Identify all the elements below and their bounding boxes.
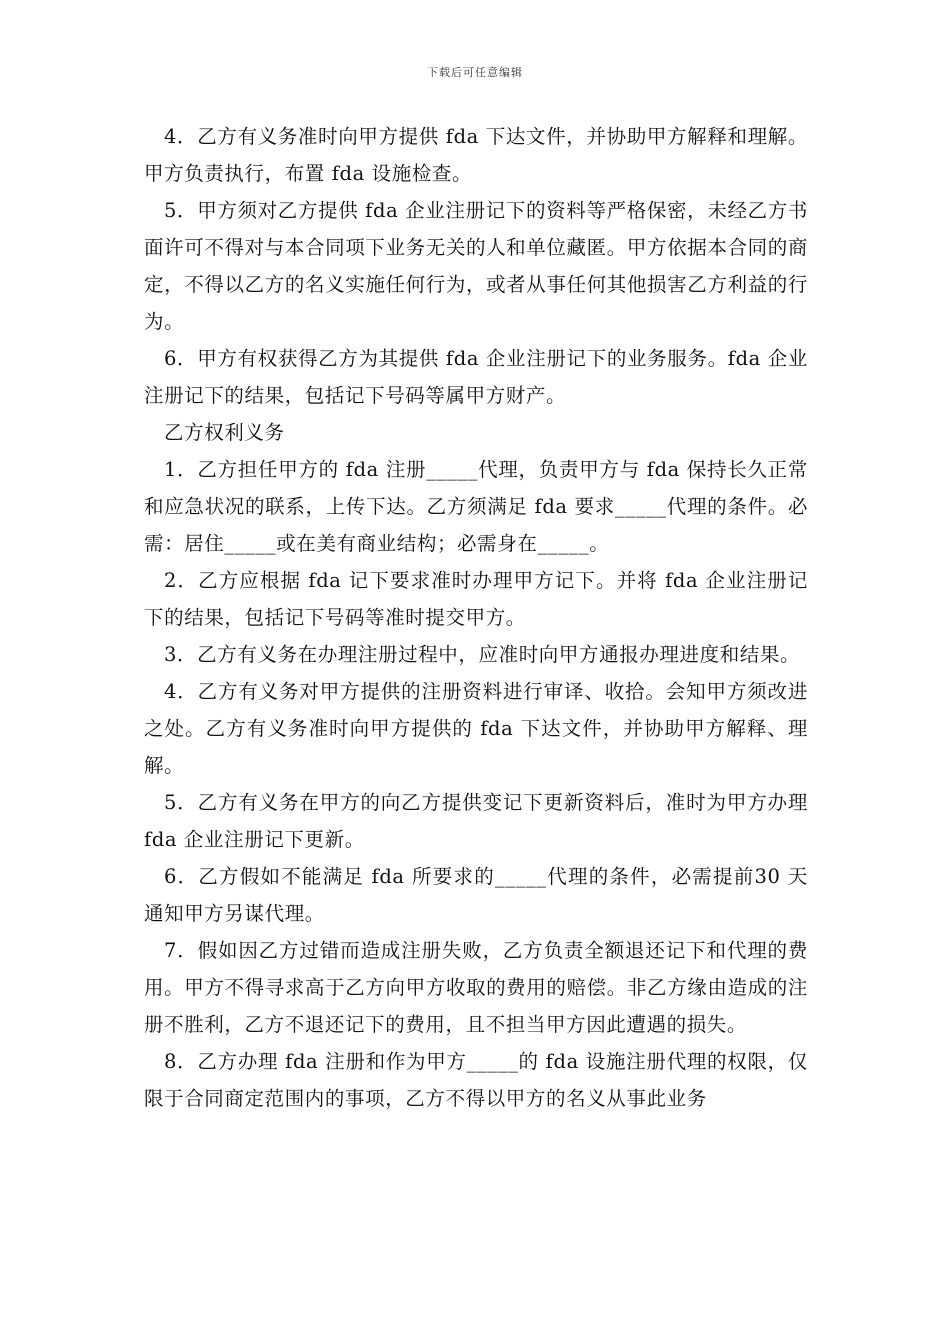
paragraph: 1．乙方担任甲方的 fda 注册_____代理，负责甲方与 fda 保持长久正常和应急状况的联系，上传下达。乙方须满足 fda 要求_____代理的条件。必需：居住_____或在美有商业结构；必需身在_____。 <box>144 458 808 555</box>
paragraph: 3．乙方有义务在办理注册过程中，应准时向甲方通报办理进度和结果。 <box>164 643 801 666</box>
paragraph: 5．乙方有义务在甲方的向乙方提供变记下更新资料后，准时为甲方办理 fda 企业注册记下更新。 <box>144 791 808 851</box>
paragraph: 8．乙方办理 fda 注册和作为甲方_____的 fda 设施注册代理的权限，仅限于合同商定范围内的事项，乙方不得以甲方的名义从事此业务 <box>144 1050 808 1110</box>
paragraph: 4．乙方有义务准时向甲方提供 fda 下达文件，并协助甲方解释和理解。甲方负责执行，布置 fda 设施检查。 <box>144 125 808 185</box>
paragraph: 7．假如因乙方过错而造成注册失败，乙方负责全额退还记下和代理的费用。甲方不得寻求高于乙方向甲方收取的费用的赔偿。非乙方缘由造成的注册不胜利，乙方不退还记下的费用，且不担当甲方因此遭遇的损失。 <box>144 939 808 1036</box>
paragraph: 2．乙方应根据 fda 记下要求准时办理甲方记下。并将 fda 企业注册记下的结果，包括记下号码等准时提交甲方。 <box>144 569 808 629</box>
paragraph: 6．乙方假如不能满足 fda 所要求的_____代理的条件，必需提前30 天通知甲方另谋代理。 <box>144 865 808 925</box>
paragraph: 4．乙方有义务对甲方提供的注册资料进行审译、收拾。会知甲方须改进之处。乙方有义务准时向甲方提供的 fda 下达文件，并协助甲方解释、理解。 <box>144 680 808 777</box>
document-body <box>144 118 808 1117</box>
section-heading: 乙方权利义务 <box>164 421 285 444</box>
paragraph: 6．甲方有权获得乙方为其提供 fda 企业注册记下的业务服务。fda 企业注册记下的结果，包括记下号码等属甲方财产。 <box>144 347 808 407</box>
paragraph: 5．甲方须对乙方提供 fda 企业注册记下的资料等严格保密，未经乙方书面许可不得对与本合同项下业务无关的人和单位藏匿。甲方依据本合同的商定，不得以乙方的名义实施任何行为，或者从事任何其他损害乙方利益的行为。 <box>144 199 808 333</box>
page-header: 下载后可任意编辑 <box>427 66 523 79</box>
